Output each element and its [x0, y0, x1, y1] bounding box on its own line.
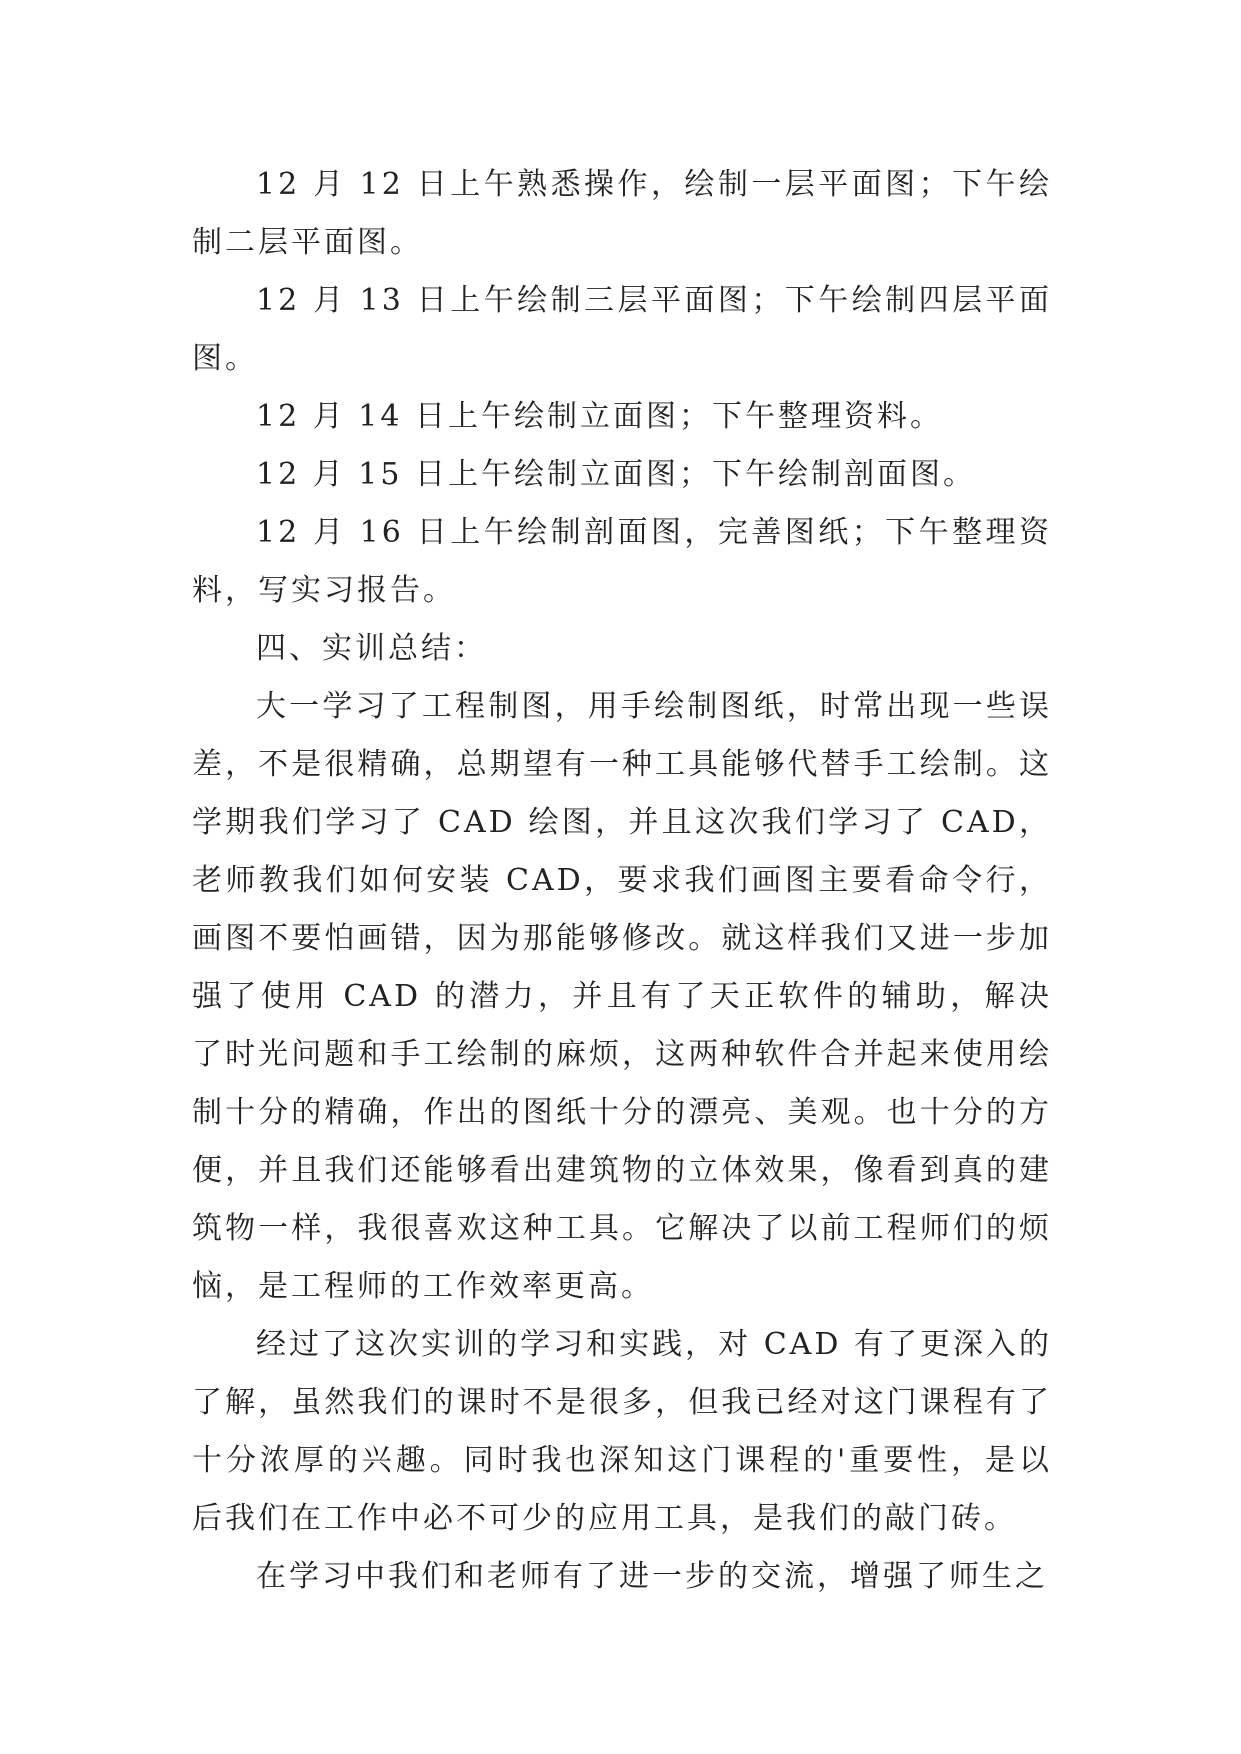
- paragraph-schedule-dec12: 12 月 12 日上午熟悉操作，绘制一层平面图；下午绘制二层平面图。: [192, 167, 1052, 260]
- paragraph-summary-1: 大一学习了工程制图，用手绘制图纸，时常出现一些误差，不是很精确，总期望有一种工具能够代替手工绘制。这学期我们学习了 CAD 绘图，并且这次我们学习了 CAD，老师教我们如何安装 CAD，要求我们画图主要看命令行，画图不要怕画错，因为那能够修改。就这样我们又进一步加强了使用 CAD 的潜力，并且有了天正软件的辅助，解决了时光问题和手工绘制的麻烦，这两种软件合并起来使用绘制十分的精确，作出的图纸十分的漂亮、美观。也十分的方便，并且我们还能够看出建筑物的立体效果，像看到真的建筑物一样，我很喜欢这种工具。它解决了以前工程师们的烦恼，是工程师的工作效率更高。: [192, 689, 1052, 1304]
- paragraph-summary-3: 在学习中我们和老师有了进一步的交流，增强了师生之: [256, 1559, 1048, 1594]
- document-body: [192, 156, 1052, 1606]
- paragraph-schedule-dec16: 12 月 16 日上午绘制剖面图，完善图纸；下午整理资料，写实习报告。: [192, 515, 1052, 608]
- paragraph-schedule-dec13: 12 月 13 日上午绘制三层平面图；下午绘制四层平面图。: [192, 283, 1052, 376]
- section-heading-summary: 四、实训总结：: [256, 631, 487, 666]
- paragraph-schedule-dec15: 12 月 15 日上午绘制立面图；下午绘制剖面图。: [256, 457, 976, 492]
- paragraph-schedule-dec14: 12 月 14 日上午绘制立面图；下午整理资料。: [256, 399, 943, 434]
- paragraph-summary-2: 经过了这次实训的学习和实践，对 CAD 有了更深入的了解，虽然我们的课时不是很多，但我已经对这门课程有了十分浓厚的兴趣。同时我也深知这门课程的'重要性，是以后我们在工作中必不可少的应用工具，是我们的敲门砖。: [192, 1327, 1052, 1536]
